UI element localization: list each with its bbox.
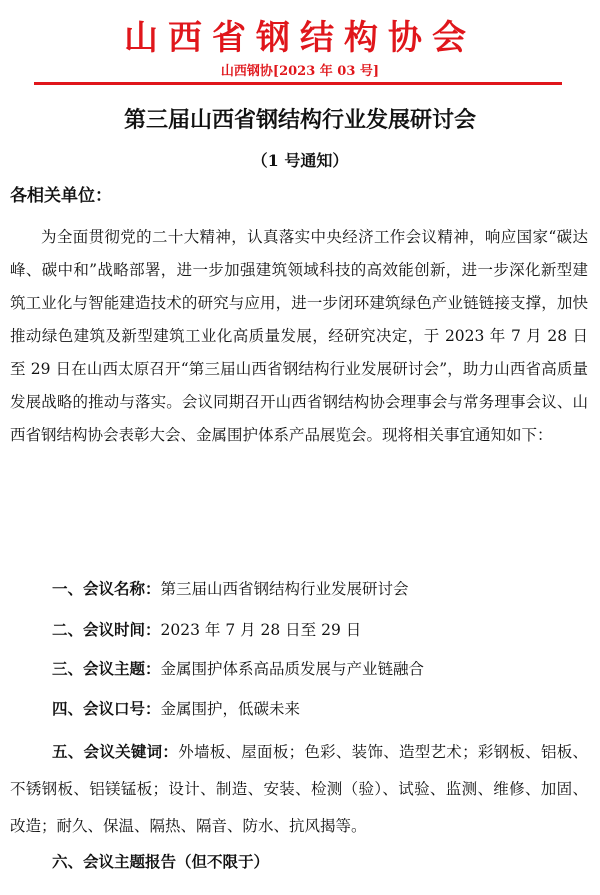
red-header-rule [34, 82, 562, 85]
item-label: 六、会议主题报告（但不限于） [52, 852, 270, 871]
item-value: 2023 年 7 月 28 日至 29 日 [160, 621, 362, 639]
item-label: 二、会议时间： [52, 620, 161, 639]
notice-subtitle: （1 号通知） [251, 151, 349, 170]
item-meeting-name [10, 577, 588, 599]
item-label: 三、会议主题： [52, 659, 161, 678]
item-label: 五、会议关键词： [52, 742, 179, 761]
org-name-heading: 山西省钢结构协会 [124, 18, 476, 58]
body-paragraph: 为全面贯彻党的二十大精神，认真落实中央经济工作会议精神，响应国家“碳达峰、碳中和”战略部署，进一步加强建筑领域科技的高效能创新，进一步深化新型建筑工业化与智能建造技术的研究与应用，进一步闭环建筑绿色产业链链接支撑，加快推动绿色建筑及新型建筑工业化高质量发展，经研究决定，于 2023 年 7 月 28 日至 29 日在山西太原召开“第三届山西省钢结构行业发展研讨会”，助力山西省高质量发展战略的推动与落实。会议同期召开山西省钢结构协会理事会与常务理事会议、山西省钢结构协会表彰大会、金属围护体系产品展览会。现将相关事宜通知如下： [10, 228, 588, 444]
item-meeting-slogan [10, 697, 588, 719]
item-label: 一、会议名称： [52, 579, 161, 598]
item-keynote-reports [10, 850, 588, 872]
item-value: 第三届山西省钢结构行业发展研讨会 [160, 580, 409, 598]
item-meeting-time [10, 618, 588, 640]
item-value: 金属围护，低碳未来 [160, 700, 301, 718]
item-value: 金属围护体系高品质发展与产业链融合 [160, 660, 425, 678]
document-number: 山西钢协[2023 年 03 号] [220, 64, 380, 79]
notice-title: 第三届山西省钢结构行业发展研讨会 [123, 107, 476, 133]
item-meeting-theme [10, 657, 588, 679]
salutation: 各相关单位： [10, 186, 112, 206]
item-meeting-keywords [10, 733, 588, 845]
item-value: 外墙板、屋面板；色彩、装饰、造型艺术；彩钢板、铝板、不锈钢板、铝镁锰板；设计、制造、安装、检测（验）、试验、监测、维修、加固、改造；耐久、保温、隔热、隔音、防水、抗风揭等。 [10, 743, 588, 835]
item-label: 四、会议口号： [52, 699, 161, 718]
